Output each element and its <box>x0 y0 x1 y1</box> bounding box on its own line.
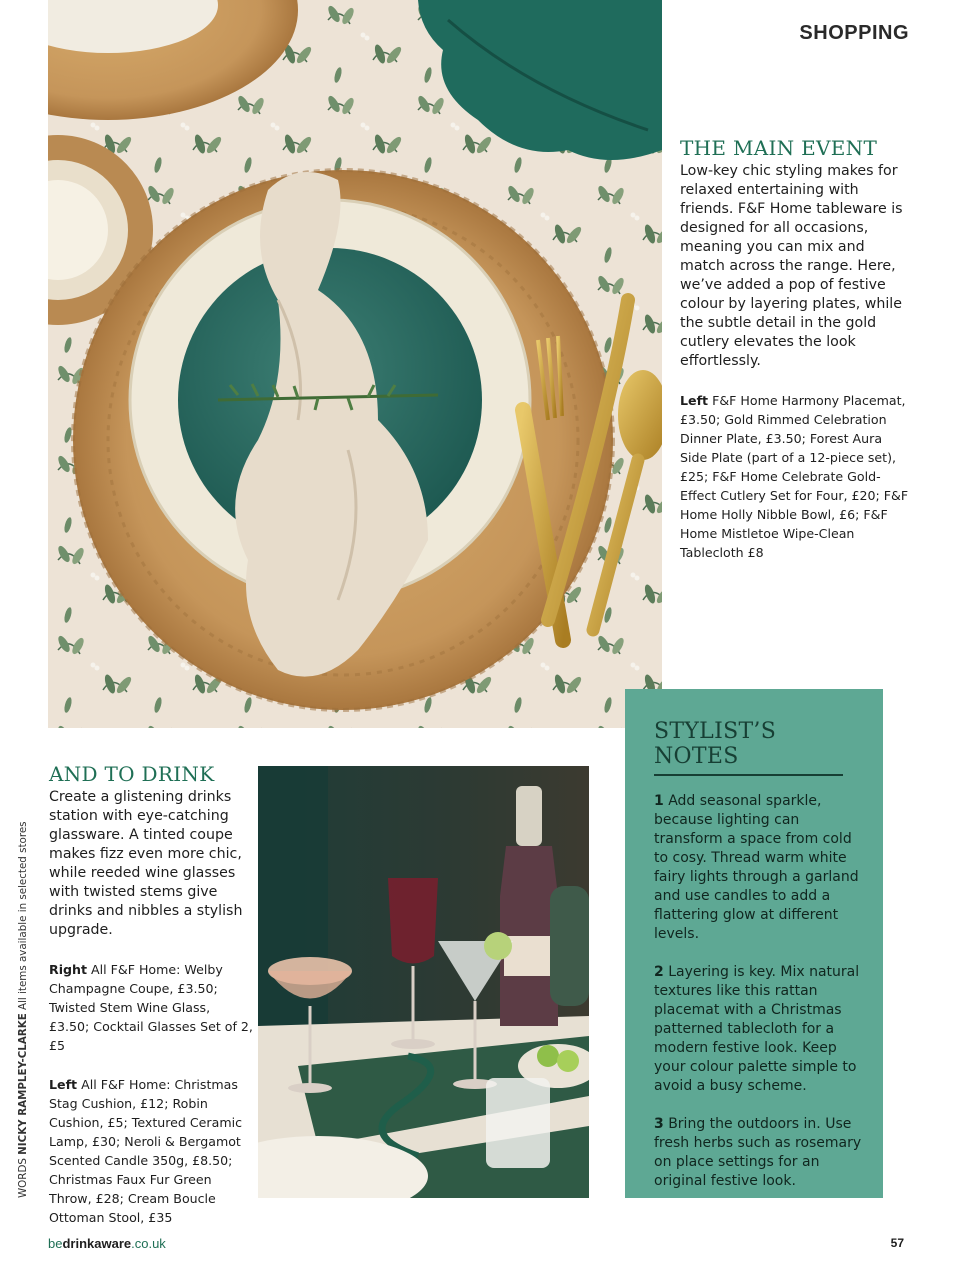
page-number: 57 <box>890 1236 904 1250</box>
note-text: Bring the outdoors in. Use fresh herbs such as rosemary on place settings for an original festive look. <box>654 1116 862 1189</box>
drinks-section <box>49 762 254 1227</box>
main-event-section <box>680 136 910 562</box>
note-number: 1 <box>654 793 664 809</box>
drinks-credit-left-lead: Left <box>49 1077 78 1092</box>
logo-part-drinkaware: drinkaware <box>62 1236 132 1251</box>
drinks-credit-left <box>49 1075 254 1227</box>
drinks-body: Create a glistening drinks station with eye-catching glassware. A tinted coupe makes fizz even more chic, while reeded wine glasses with twisted stems give drinks and nibbles a stylish upgrade. <box>49 789 243 938</box>
drinks-credit-right-lead: Right <box>49 962 88 977</box>
note-number: 2 <box>654 964 664 980</box>
drinks-credit-left-text: All F&F Home: Christmas Stag Cushion, £12; Robin Cushion, £5; Textured Ceramic Lamp, £30; Neroli & Bergamot Scented Candle 350g, £8.50; Christmas Faux Fur Green Throw, £28; Cream Boucle Ottoman Stool, £35 <box>49 1077 243 1225</box>
drinkaware-link[interactable] <box>48 1236 166 1251</box>
note-number: 3 <box>654 1116 664 1132</box>
logo-part-be: be <box>48 1236 63 1251</box>
main-event-heading: THE MAIN EVENT <box>680 136 878 160</box>
main-event-credit <box>680 391 910 562</box>
note-text: Layering is key. Mix natural textures like this rattan placemat with a Christmas patterned tablecloth for a modern festive look. Keep your colour palette simple to avoid a busy scheme. <box>654 964 860 1094</box>
main-event-credit-lead: Left <box>680 393 709 408</box>
availability-note: All items available in selected stores <box>17 821 29 1014</box>
stylists-notes-rule <box>654 774 843 776</box>
main-event-body: Low-key chic styling makes for relaxed entertaining with friends. F&F Home tableware is designed for all occasions, meaning you can mix and match across the range. Here, we’ve added a pop of festive colour by layering plates, while the subtle detail in the gold cutlery elevates the look effortlessly. <box>680 163 903 369</box>
table-setting-photo <box>48 0 662 728</box>
drinks-photo <box>258 766 589 1198</box>
stylist-note-2 <box>654 963 863 1096</box>
note-text: Add seasonal sparkle, because lighting can transform a space from cold to cosy. Thread warm white fairy lights through a garland and use candles to add a flattering glow at different levels. <box>654 793 859 942</box>
logo-part-domain: .co.uk <box>131 1236 166 1251</box>
drinks-credit-right-text: All F&F Home: Welby Champagne Coupe, £3.50; Twisted Stem Wine Glass, £3.50; Cocktail Glasses Set of 2, £5 <box>49 962 253 1053</box>
words-label: WORDS <box>17 1154 29 1198</box>
stylists-notes-box <box>625 689 883 1198</box>
section-label: SHOPPING <box>799 22 909 44</box>
drinks-credit-right <box>49 960 254 1055</box>
stylist-note-3 <box>654 1115 863 1191</box>
stylists-notes-title: STYLIST’S NOTES <box>654 719 777 769</box>
author-credit <box>17 821 29 1198</box>
drinks-heading: AND TO DRINK <box>49 762 215 786</box>
author-name: NICKY RAMPLEY-CLARKE <box>17 1013 29 1155</box>
stylist-note-1 <box>654 792 863 944</box>
main-event-credit-text: F&F Home Harmony Placemat, £3.50; Gold Rimmed Celebration Dinner Plate, £3.50; Forest Aura Side Plate (part of a 12-piece set), £25; F&F Home Celebrate Gold-Effect Cutlery Set for Four, £20; F&F Home Holly Nibble Bowl, £6; F&F Home Mistletoe Wipe-Clean Tablecloth £8 <box>680 393 909 560</box>
